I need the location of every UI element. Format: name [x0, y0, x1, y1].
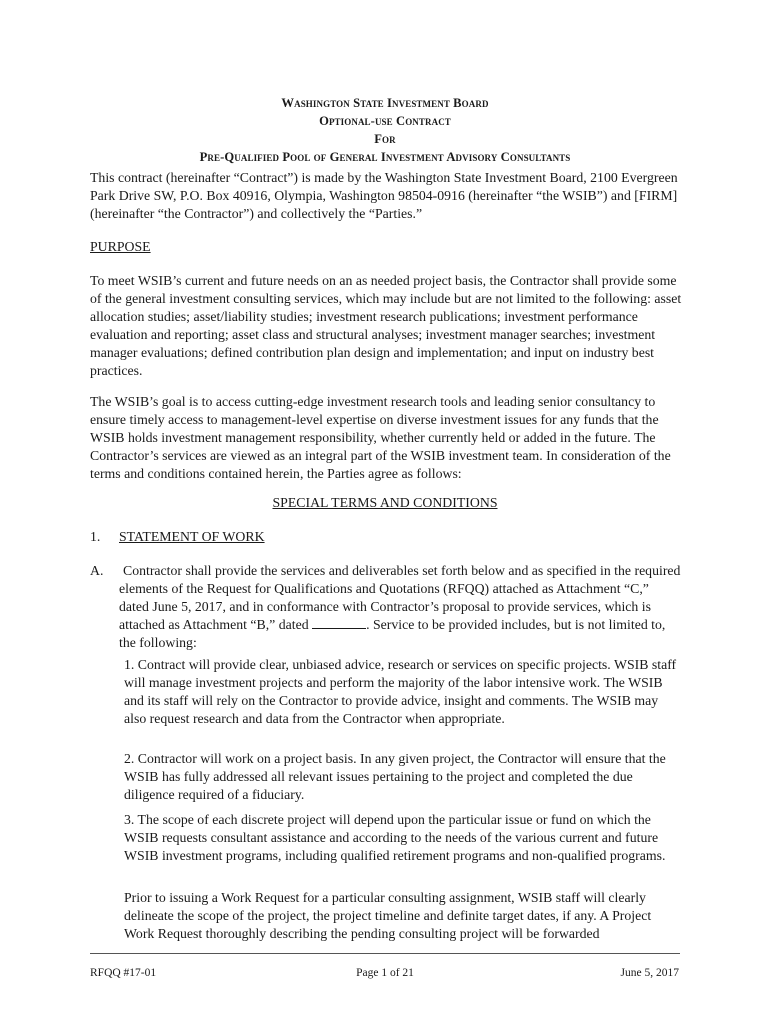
subitem-1: 1. Contract will provide clear, unbiased advice, research or services on specific projects. WSIB staff will manage investment projects and perform the majority of the labor intensive work. The WSIB and its staff will rely on the Contractor to provide advice, insight and comments. The WSIB may also request research and data from the Contractor when appropriate.	[124, 657, 677, 726]
item-a-text: Contractor shall provide the services and deliverables set forth below and as specified in the required elements of the Request for Qualifications and Quotations (RFQQ) attached as Attachment “C,” dated June 5, 2017, and in conformance with Contractor’s proposal to provide services, which is attached as Attachment “B,” dated	[119, 563, 681, 632]
item-a-label: A.	[90, 563, 104, 578]
statement-of-work-heading: STATEMENT OF WORK	[119, 529, 265, 544]
purpose-heading: PURPOSE	[90, 239, 151, 254]
footer-page-number: Page 1 of 21	[356, 967, 414, 979]
header-title-line3: For	[374, 132, 396, 146]
header-title-line4: Pre-Qualified Pool of General Investment Advisory Consultants	[199, 150, 571, 164]
footer-rfqq-number: RFQQ #17-01	[90, 967, 157, 979]
item-a-paragraph	[119, 562, 681, 652]
section-number: 1.	[90, 529, 101, 544]
item-a-text-continued: . Service to be provided includes, but is not limited to, the following:	[119, 617, 666, 650]
purpose-paragraph-1: To meet WSIB’s current and future needs on an as needed project basis, the Contractor shall provide some of the general investment consulting services, which may include but are not limited to the following: asset allocation studies; asset/liability studies; investment research publications; investment performance evaluation and reporting; asset class and structural analyses; investment manager searches; investment manager evaluations; defined contribution plan design and implementation; and input on industry best practices.	[90, 273, 682, 378]
purpose-paragraph-2: The WSIB’s goal is to access cutting-edge investment research tools and leading senior consultancy to ensure timely access to management-level expertise on diverse investment issues for any funds that the WSIB holds investment management responsibility, whether currently held or added in the future. The Contractor’s services are viewed as an integral part of the WSIB investment team. In consideration of the terms and conditions contained herein, the Parties agree as follows:	[90, 394, 671, 481]
date-blank-line	[312, 616, 366, 629]
subitem-2: 2. Contractor will work on a project basis. In any given project, the Contractor will ensure that the WSIB has fully addressed all relevant issues pertaining to the project and completed the due diligence required of a fiduciary.	[124, 751, 666, 802]
footer-divider	[90, 953, 680, 954]
intro-paragraph: This contract (hereinafter “Contract”) is made by the Washington State Investment Board, 2100 Evergreen Park Drive SW, P.O. Box 40916, Olympia, Washington 98504-0916 (hereinafter “the WSIB”) and [FIRM] (hereinafter “the Contractor”) and collectively the “Parties.”	[90, 170, 678, 221]
subitem-3: 3. The scope of each discrete project will depend upon the particular issue or fund on which the WSIB requests consultant assistance and according to the needs of the various current and future WSIB investment programs, including qualified retirement programs and non-qualified programs.	[124, 812, 666, 863]
header-title-line1: Washington State Investment Board	[281, 96, 489, 110]
footer-date: June 5, 2017	[620, 967, 679, 979]
prior-paragraph: Prior to issuing a Work Request for a particular consulting assignment, WSIB staff will clearly delineate the scope of the project, the project timeline and definite target dates, if any. A Project Work Request thoroughly describing the pending consulting project will be forwarded	[124, 890, 652, 941]
special-terms-heading: SPECIAL TERMS AND CONDITIONS	[272, 495, 498, 510]
header-title-line2: Optional-use Contract	[319, 114, 451, 128]
